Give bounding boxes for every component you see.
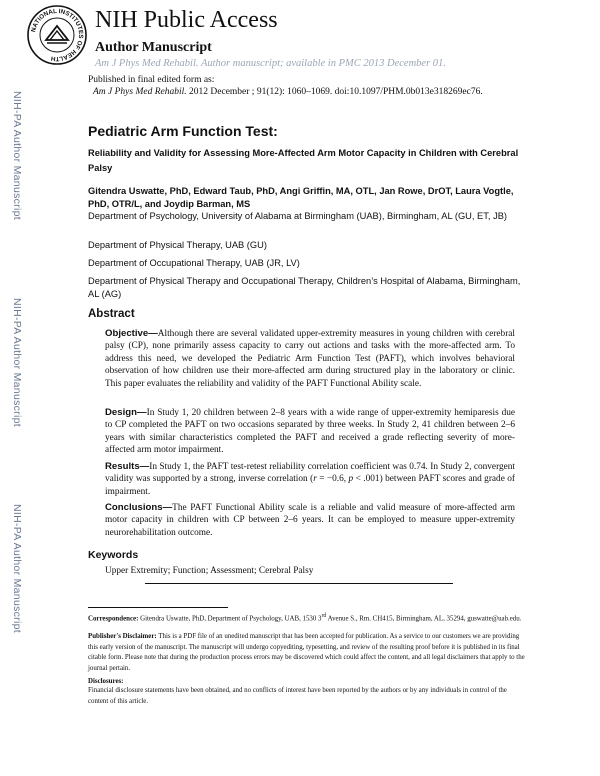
design-text: In Study 1, 20 children between 2–8 years with a wide range of upper-extremity hemiparesis due to CP completed the PAFT on two occasions separated by three weeks. In Study 2, 41 children between 2–6 years with similar characteristics completed the PAFT and received a grade reflecting severity of more-affected arm motor impairment. [105,408,515,456]
conclusions-label: Conclusions— [105,502,173,513]
availability-note: Am J Phys Med Rehabil. Author manuscript; available in PMC 2013 December 01. [95,58,446,69]
correspondence-footnote: Correspondence: Gitendra Uswatte, PhD, Department of Psychology, UAB, 1530 3rd Avenue S., Rm. CH415, Birmingham, AL, 35294, guswatte@uab.edu. [88,613,522,623]
conclusions-text: The PAFT Functional Ability scale is a reliable and valid measure of more-affected arm motor capacity in children with CP between 2–6 years. It can be employed to measure upper-extremity neurorehabilitation outcome. [105,503,515,538]
nih-seal-logo [26,4,88,66]
affiliation: Department of Physical Therapy, UAB (GU) [88,240,267,250]
abstract-heading: Abstract [88,308,135,320]
author-list: Gitendra Uswatte, PhD, Edward Taub, PhD, Angi Griffin, MA, OTL, Jan Rowe, DrOT, Laura Vogtle, PhD, OTR/L, and Joydip Barman, MS [88,186,514,209]
publisher-disclaimer: Publisher's Disclaimer: This is a PDF file of an unedited manuscript that has been accepted for publication. As a service to our customers we are providing this early version of the manuscript. The manuscript will undergo copyediting, typesetting, and review of the resulting proof before it is published in its final citable form. Please note that during the production process errors may be discovered which could affect the content, and all legal disclaimers that apply to the journal pertain. [88,633,525,672]
author-manuscript-label: Author Manuscript [95,40,212,55]
logo-ring-text: NATIONAL INSTITUTES OF HEALTH [30,7,85,63]
abstract-design [105,407,515,457]
affiliation: Department of Occupational Therapy, UAB (JR, LV) [88,258,300,268]
abstract-conclusions [105,502,515,539]
results-label: Results— [105,461,150,472]
published-label: Published in final edited form as: [88,75,215,85]
keywords-heading: Keywords [88,549,139,561]
affiliation: Department of Psychology, University of Alabama at Birmingham (UAB), Birmingham, AL (GU, ET, JB) [88,211,508,221]
design-label: Design— [105,407,147,418]
svg-text:NATIONAL INSTITUTES OF HEALTH [30,8,84,62]
paper-subtitle: Reliability and Validity for Assessing More-Affected Arm Motor Capacity in Children with Cerebral Palsy [88,148,519,173]
eagle-emblem-icon [46,26,68,43]
disclosures-label: Disclosures: [88,678,124,685]
paper-title: Pediatric Arm Function Test: [88,123,278,139]
objective-label: Objective— [105,328,158,339]
side-banner-bottom: NIH-PA Author Manuscript [11,503,23,633]
footnote-divider [88,607,228,608]
side-banner-top: NIH-PA Author Manuscript [11,90,23,220]
disclosures-text: Financial disclosure statements have been obtained, and no conflicts of interest have been reported by the authors or by any individuals in control of the content of this article. [88,687,507,705]
nih-public-access-title: NIH Public Access [95,7,278,33]
section-divider [145,583,453,584]
abstract-results: Results—In Study 1, the PAFT test-retest reliability correlation coefficient was 0.74. In Study 2, convergent validity was supported by a strong, inverse correlation (r = −0.6, p < .001) between PAFT scores and grade of impairment. [105,461,515,497]
affiliation: Department of Physical Therapy and Occupational Therapy, Children’s Hospital of Alabama, Birmingham, AL (AG) [88,276,521,299]
citation-details: 2012 December ; 91(12): 1060–1069. doi:10.1097/PHM.0b013e318269ec76. [186,87,483,97]
citation [93,86,483,98]
abstract-objective [105,328,515,390]
keywords-list: Upper Extremity; Function; Assessment; Cerebral Palsy [105,566,314,576]
side-banner-middle: NIH-PA Author Manuscript [11,297,23,427]
objective-text: Although there are several validated upper-extremity measures in young children with cerebral palsy (CP), none primarily assess capacity to carry out actions and tasks with the more-affected arm. To address this need, we developed the Pediatric Arm Function Test (PAFT), which involves behavioral observation of how children use their more-affected arm during structured play in the laboratory or clinic. This paper evaluates the reliability and validity of the PAFT Functional Ability scale. [105,329,515,389]
journal-name: Am J Phys Med Rehabil. [93,87,187,97]
